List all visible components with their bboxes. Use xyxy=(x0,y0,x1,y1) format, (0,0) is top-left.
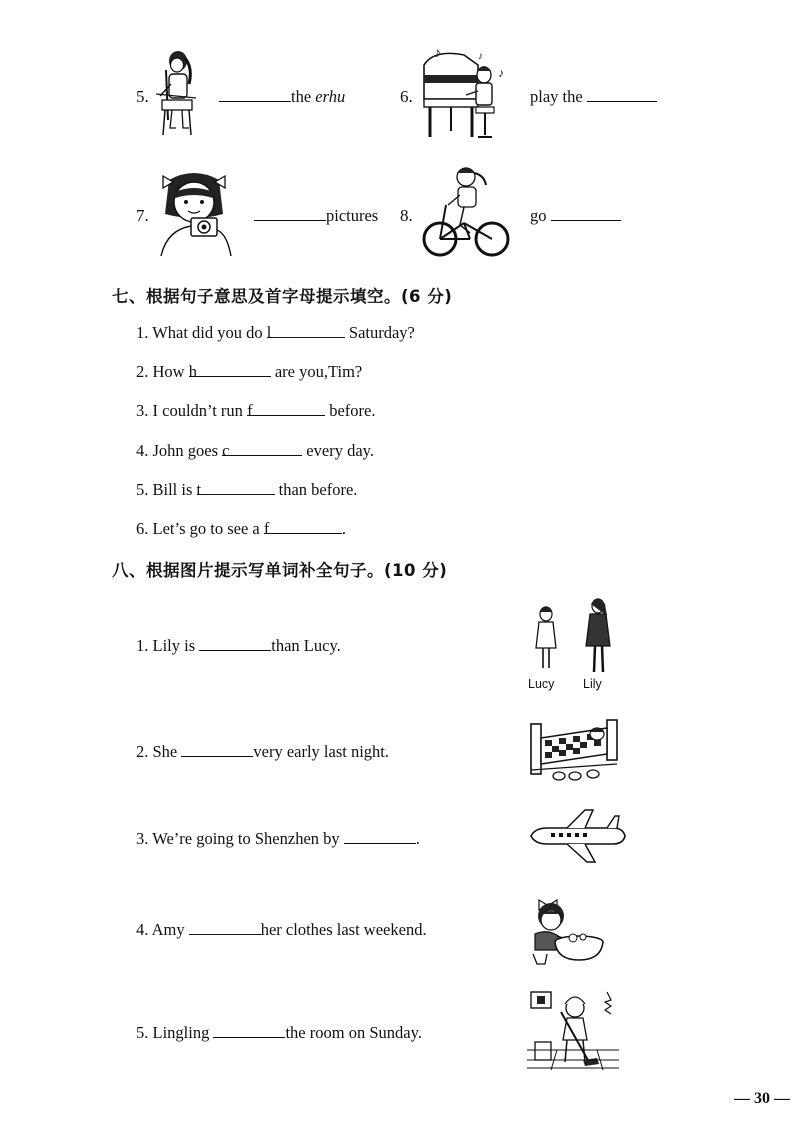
boy-playing-piano-image xyxy=(418,45,510,143)
sentence-2: 2. She very early last night. xyxy=(136,742,390,761)
answer-blank[interactable] xyxy=(587,87,657,102)
section-8-heading: 八、根据图片提示写单词补全句子。(10 分) xyxy=(112,561,448,580)
airplane-image xyxy=(527,808,627,864)
exercise-sentence: pictures xyxy=(254,206,378,226)
answer-blank[interactable]: c xyxy=(222,441,302,456)
girl-sleeping-in-bed-image xyxy=(527,714,621,786)
caption-lily: Lily xyxy=(583,677,602,691)
girl-playing-erhu-image xyxy=(152,50,202,138)
item-number: 8. xyxy=(400,206,413,225)
sentence-5: 5. Bill is t than before. xyxy=(136,480,358,499)
section-7-heading: 七、根据句子意思及首字母提示填空。(6 分) xyxy=(112,287,453,306)
girl-washing-clothes-image xyxy=(527,890,607,970)
answer-blank[interactable] xyxy=(213,1023,285,1038)
item-number: 7. xyxy=(136,206,149,225)
svg-text:♪: ♪ xyxy=(478,51,483,62)
sentence-2: 2. How h are you,Tim? xyxy=(136,362,363,381)
girl-riding-bike-image xyxy=(420,165,512,261)
exercise-sentence: play the xyxy=(530,87,657,107)
answer-blank[interactable]: h xyxy=(189,362,271,377)
item-number: 5. xyxy=(136,87,149,106)
answer-blank[interactable]: f xyxy=(264,519,342,534)
exercise-sentence: go xyxy=(530,206,621,226)
answer-blank[interactable]: f xyxy=(247,401,325,416)
answer-blank[interactable] xyxy=(199,636,271,651)
answer-blank[interactable] xyxy=(219,87,291,102)
answer-blank[interactable] xyxy=(344,829,416,844)
sentence-1: 1. Lily is than Lucy. xyxy=(136,636,341,655)
sentence-6: 6. Let’s go to see a f . xyxy=(136,519,346,538)
sentence-5: 5. Lingling the room on Sunday. xyxy=(136,1023,422,1042)
sentence-3: 3. We’re going to Shenzhen by . xyxy=(136,829,420,848)
answer-blank[interactable] xyxy=(189,920,261,935)
sentence-4: 4. John goes c every day. xyxy=(136,441,374,460)
answer-blank[interactable]: l xyxy=(267,323,345,338)
caption-lucy: Lucy xyxy=(528,677,555,691)
svg-text:♪: ♪ xyxy=(434,46,441,61)
lucy-and-lily-image xyxy=(522,598,622,678)
answer-blank[interactable]: t xyxy=(197,480,275,495)
girl-taking-pictures-image xyxy=(155,170,233,260)
sentence-4: 4. Amy her clothes last weekend. xyxy=(136,920,427,939)
svg-text:♪: ♪ xyxy=(498,66,504,80)
answer-blank[interactable] xyxy=(551,206,621,221)
exercise-sentence: the erhu xyxy=(219,87,345,107)
item-number: 6. xyxy=(400,87,413,106)
sentence-3: 3. I couldn’t run f before. xyxy=(136,401,376,420)
girl-cleaning-room-image xyxy=(527,990,619,1070)
answer-blank[interactable] xyxy=(254,206,326,221)
sentence-1: 1. What did you do l Saturday? xyxy=(136,323,415,342)
page-number: — 30 — xyxy=(734,1090,790,1107)
answer-blank[interactable] xyxy=(181,742,253,757)
